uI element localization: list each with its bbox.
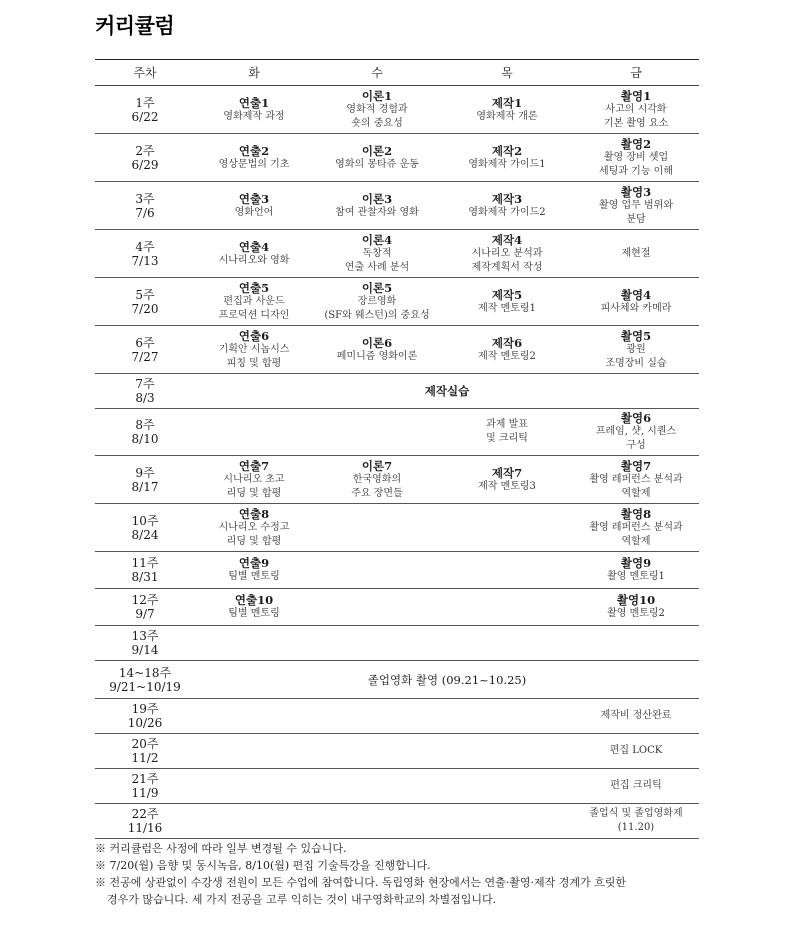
cell-thu: [441, 456, 573, 503]
table-row: [95, 769, 699, 804]
session-title: 촬영4: [620, 287, 652, 302]
session-detail: 영화제작 과정: [223, 110, 285, 122]
session-title: 제작7: [491, 465, 523, 480]
session-detail: 촬영 레퍼런스 분석과: [589, 473, 683, 485]
week-date: 11/9: [131, 786, 159, 800]
session-detail: 제작비 정산완료: [600, 710, 672, 721]
session-title: 제작3: [491, 191, 523, 206]
session-detail: 시나리오 수정고: [218, 521, 290, 533]
cell-tue: [195, 552, 313, 588]
table-row: [95, 626, 699, 661]
session-detail: 제현절: [621, 247, 651, 259]
session-detail: 연출 사례 분석: [344, 261, 410, 273]
session-detail: 촬영 멘토링1: [607, 571, 665, 582]
header-thu: 목: [501, 66, 513, 80]
cell-tue: [195, 504, 313, 551]
cell-fri: [573, 278, 699, 325]
table-row: [95, 661, 699, 699]
session-title: 연출5: [238, 280, 270, 295]
session-detail: 시나리오와 영화: [218, 254, 290, 266]
cell-thu: [441, 278, 573, 325]
session-detail: 촬영 멘토링2: [607, 608, 665, 619]
table-row: [95, 278, 699, 326]
cell-wed: [313, 699, 441, 733]
cell-tue: [195, 589, 313, 625]
session-detail: 제작 멘토링2: [478, 350, 536, 362]
week-label: 10주: [131, 513, 159, 528]
session-detail: 졸업식 및 졸업영화제: [589, 808, 683, 819]
week-date: 7/27: [131, 349, 159, 364]
merged-cell: 졸업영화 촬영 (09.21~10.25): [367, 672, 527, 687]
table-row: [95, 409, 699, 456]
cell-wed: [313, 230, 441, 277]
session-detail: 및 크리틱: [486, 433, 528, 444]
week-cell: [95, 230, 195, 277]
session-detail: 숏의 중요성: [351, 117, 403, 129]
session-title: 연출1: [238, 95, 270, 110]
cell-fri: [573, 134, 699, 181]
session-detail: 촬영 장비 셋업: [603, 151, 669, 163]
week-label: 1주: [135, 95, 155, 110]
table-row: [95, 589, 699, 626]
session-detail: 영화제작 가이드2: [468, 206, 546, 218]
cell-tue: [195, 626, 313, 660]
week-date: 7/20: [131, 301, 159, 316]
week-cell: [95, 456, 195, 503]
cell-wed: [313, 589, 441, 625]
cell-thu: [441, 230, 573, 277]
week-date: 11/2: [131, 751, 159, 765]
session-title: 연출9: [238, 556, 270, 570]
session-detail: 주요 장면들: [351, 487, 403, 499]
session-title: 이론6: [361, 335, 393, 350]
session-title: 연출6: [238, 328, 270, 343]
week-label: 20주: [131, 737, 159, 751]
session-detail: 역할제: [621, 487, 651, 499]
table-row: [95, 134, 699, 182]
session-detail: 피칭 및 합평: [226, 357, 282, 369]
table-row: [95, 182, 699, 230]
session-title: 제작4: [491, 232, 523, 247]
week-date: 8/31: [131, 570, 159, 584]
week-label: 4주: [135, 239, 155, 254]
note-3-continued: 경우가 많습니다. 세 가지 전공을 고루 익히는 것이 내구영화학교의 차별점입니다.: [107, 893, 497, 906]
table-row: [95, 374, 699, 409]
session-title: 촬영2: [620, 136, 652, 151]
cell-thu: [441, 182, 573, 229]
session-detail: 기본 촬영 요소: [603, 117, 669, 129]
week-label: 6주: [135, 335, 155, 350]
session-detail: 제작 멘토링3: [478, 480, 536, 492]
week-cell: [95, 86, 195, 133]
cell-tue: [195, 86, 313, 133]
week-label: 5주: [135, 287, 155, 302]
cell-fri: [573, 504, 699, 551]
cell-thu: [441, 134, 573, 181]
cell-thu: [441, 699, 573, 733]
table-header: [95, 60, 699, 86]
session-title: 연출10: [234, 593, 274, 607]
session-title: 이론2: [361, 143, 393, 158]
cell-fri: [573, 326, 699, 373]
week-cell: [95, 734, 195, 768]
cell-fri: [573, 552, 699, 588]
session-detail: 리딩 및 합평: [226, 535, 282, 547]
session-detail: 역할제: [621, 535, 651, 547]
week-label: 3주: [135, 191, 155, 206]
week-cell: [95, 699, 195, 733]
cell-tue: [195, 456, 313, 503]
cell-fri: [573, 769, 699, 803]
session-title: 촬영10: [616, 593, 656, 607]
header-fri: 금: [630, 66, 642, 80]
session-detail: 촬영 업무 범위와: [599, 199, 673, 211]
session-title: 촬영6: [620, 411, 652, 425]
session-detail: 제작 멘토링1: [478, 302, 536, 314]
table-row: [95, 86, 699, 134]
session-title: 촬영3: [620, 184, 652, 199]
session-detail: 편집 LOCK: [609, 745, 663, 756]
session-title: 이론3: [361, 191, 393, 206]
session-detail: 한국영화의: [352, 473, 402, 485]
week-cell: [95, 661, 195, 698]
week-label: 12주: [131, 593, 159, 607]
week-label: 14~18주: [118, 665, 172, 680]
week-date: 9/14: [131, 643, 159, 657]
week-cell: [95, 504, 195, 551]
session-detail: 기획안 시놉시스: [218, 343, 290, 355]
table-row: [95, 326, 699, 374]
session-detail: 사고의 시각화: [605, 103, 667, 115]
cell-thu: [441, 626, 573, 660]
curriculum-table: [95, 59, 699, 839]
session-detail: 프레임, 샷, 시퀀스: [595, 426, 677, 437]
session-detail: 리딩 및 합평: [226, 487, 282, 499]
week-cell: [95, 552, 195, 588]
week-date: 11/16: [127, 821, 163, 835]
cell-wed: [313, 134, 441, 181]
cell-wed: [313, 278, 441, 325]
cell-thu: [441, 769, 573, 803]
session-detail: 영화적 경험과: [346, 103, 408, 115]
session-detail: 촬영 레퍼런스 분석과: [589, 521, 683, 533]
week-cell: [95, 374, 195, 408]
table-row: [95, 456, 699, 504]
session-title: 연출8: [238, 506, 270, 521]
week-date: 9/21~10/19: [109, 679, 181, 694]
week-label: 8주: [135, 418, 155, 432]
session-detail: 시나리오 초고: [223, 473, 285, 485]
cell-fri: [573, 409, 699, 455]
session-detail: 장르영화: [357, 295, 397, 307]
week-label: 19주: [131, 702, 159, 716]
session-title: 제작1: [491, 95, 523, 110]
week-cell: [95, 409, 195, 455]
cell-fri: [573, 230, 699, 277]
week-label: 21주: [131, 772, 159, 786]
session-detail: 독창적: [362, 247, 392, 259]
cell-wed: [313, 182, 441, 229]
cell-wed: [313, 734, 441, 768]
session-title: 이론7: [361, 458, 393, 473]
cell-fri: [573, 699, 699, 733]
table-row: [95, 504, 699, 552]
session-title: 이론4: [361, 232, 393, 247]
week-date: 7/6: [135, 205, 155, 220]
note-3: ※ 전공에 상관없이 수강생 전원이 모든 수업에 참여합니다. 독립영화 현장에서는 연출·촬영·제작 경계가 흐릿한: [95, 876, 626, 889]
week-label: 2주: [135, 143, 155, 158]
table-row: [95, 230, 699, 278]
session-title: 제작2: [491, 143, 523, 158]
session-title: 제작5: [491, 287, 523, 302]
session-detail: 영화제작 가이드1: [468, 158, 546, 170]
cell-fri: [573, 626, 699, 660]
session-detail: 영화언어: [234, 206, 274, 218]
week-label: 22주: [131, 807, 159, 821]
cell-wed: [313, 804, 441, 838]
session-detail: 팀별 멘토링: [228, 571, 280, 582]
header-wed: 수: [371, 66, 383, 80]
week-label: 9주: [135, 465, 155, 480]
week-cell: [95, 804, 195, 838]
table-body: [95, 86, 699, 839]
week-cell: [95, 326, 195, 373]
week-date: 9/7: [135, 607, 155, 621]
session-detail: 피사체와 카메라: [600, 302, 672, 314]
cell-tue: [195, 769, 313, 803]
cell-thu: [441, 326, 573, 373]
notes: [95, 840, 735, 908]
session-detail: 편집과 사운드: [223, 295, 285, 307]
session-detail: 프로덕션 디자인: [218, 309, 290, 321]
session-detail: 세팅과 기능 이해: [599, 165, 673, 177]
cell-wed: [313, 552, 441, 588]
page-title: 커리큘럼: [95, 14, 175, 38]
session-detail: 영상문법의 기초: [218, 158, 290, 170]
session-detail: 제작계획서 작성: [471, 261, 543, 273]
session-title: 연출3: [238, 191, 270, 206]
session-title: 촬영1: [620, 88, 652, 103]
session-title: 촬영7: [620, 458, 652, 473]
cell-thu: [441, 552, 573, 588]
week-date: 8/17: [131, 479, 159, 494]
header-tue: 화: [248, 66, 260, 80]
cell-thu: [441, 734, 573, 768]
week-date: 7/13: [131, 253, 159, 268]
session-detail: 조명장비 실습: [605, 357, 667, 369]
week-cell: [95, 278, 195, 325]
week-cell: [95, 589, 195, 625]
cell-tue: [195, 230, 313, 277]
table-row: [95, 699, 699, 734]
session-detail: 페미니즘 영화이론: [336, 350, 418, 362]
session-title: 촬영8: [620, 506, 652, 521]
note-2: ※ 7/20(월) 음향 및 동시녹음, 8/10(월) 편집 기술특강을 진행합니다.: [95, 859, 431, 872]
table-row: [95, 552, 699, 589]
table-row: [95, 804, 699, 839]
week-cell: [95, 182, 195, 229]
cell-fri: [573, 86, 699, 133]
cell-wed: [313, 504, 441, 551]
cell-tue: [195, 134, 313, 181]
week-date: 8/24: [131, 527, 159, 542]
session-detail: 편집 크리틱: [610, 780, 662, 791]
session-detail: 구성: [626, 440, 646, 451]
cell-thu: [441, 409, 573, 455]
session-detail: 시나리오 분석과: [471, 247, 543, 259]
session-title: 연출2: [238, 143, 270, 158]
cell-tue: [195, 804, 313, 838]
session-title: 이론1: [361, 88, 393, 103]
cell-fri: [573, 589, 699, 625]
cell-wed: [313, 626, 441, 660]
cell-wed: [313, 86, 441, 133]
cell-wed: [313, 409, 441, 455]
cell-thu: [441, 504, 573, 551]
session-detail: 광원: [626, 343, 646, 355]
cell-thu: [441, 86, 573, 133]
cell-tue: [195, 734, 313, 768]
week-cell: [95, 134, 195, 181]
session-title: 연출7: [238, 458, 270, 473]
cell-fri: [573, 182, 699, 229]
session-title: 제작6: [491, 335, 523, 350]
week-label: 13주: [131, 629, 159, 643]
cell-tue: [195, 409, 313, 455]
week-date: 6/22: [131, 109, 159, 124]
cell-wed: [313, 769, 441, 803]
week-date: 6/29: [131, 157, 159, 172]
session-detail: 과제 발표: [486, 419, 528, 430]
cell-tue: [195, 278, 313, 325]
cell-thu: [441, 589, 573, 625]
cell-tue: [195, 182, 313, 229]
cell-fri: [573, 734, 699, 768]
week-date: 8/10: [131, 432, 159, 446]
cell-tue: [195, 699, 313, 733]
session-title: 촬영5: [620, 328, 652, 343]
session-detail: (SF와 웨스턴)의 중요성: [324, 309, 430, 321]
cell-wed: [313, 326, 441, 373]
session-title: 연출4: [238, 239, 270, 254]
cell-tue: [195, 326, 313, 373]
week-cell: [95, 626, 195, 660]
session-detail: 영화제작 개론: [476, 110, 538, 122]
table-row: [95, 734, 699, 769]
note-1: ※ 커리큘럼은 사정에 따라 일부 변경될 수 있습니다.: [95, 842, 347, 855]
week-date: 10/26: [127, 716, 163, 730]
cell-wed: [313, 456, 441, 503]
week-label: 7주: [135, 377, 155, 391]
cell-fri: [573, 456, 699, 503]
merged-cell: 제작실습: [424, 384, 470, 398]
cell-thu: [441, 804, 573, 838]
week-label: 11주: [131, 556, 159, 570]
session-detail: 참여 관찰자와 영화: [335, 206, 419, 218]
session-detail: (11.20): [617, 822, 655, 833]
cell-fri: [573, 804, 699, 838]
header-week: 주차: [133, 66, 157, 80]
week-cell: [95, 769, 195, 803]
session-detail: 팀별 멘토링: [228, 608, 280, 619]
week-date: 8/3: [135, 391, 155, 405]
session-detail: 분담: [626, 213, 646, 225]
session-detail: 영화의 몽타쥬 운동: [335, 158, 419, 170]
session-title: 이론5: [361, 280, 393, 295]
session-title: 촬영9: [620, 556, 652, 570]
